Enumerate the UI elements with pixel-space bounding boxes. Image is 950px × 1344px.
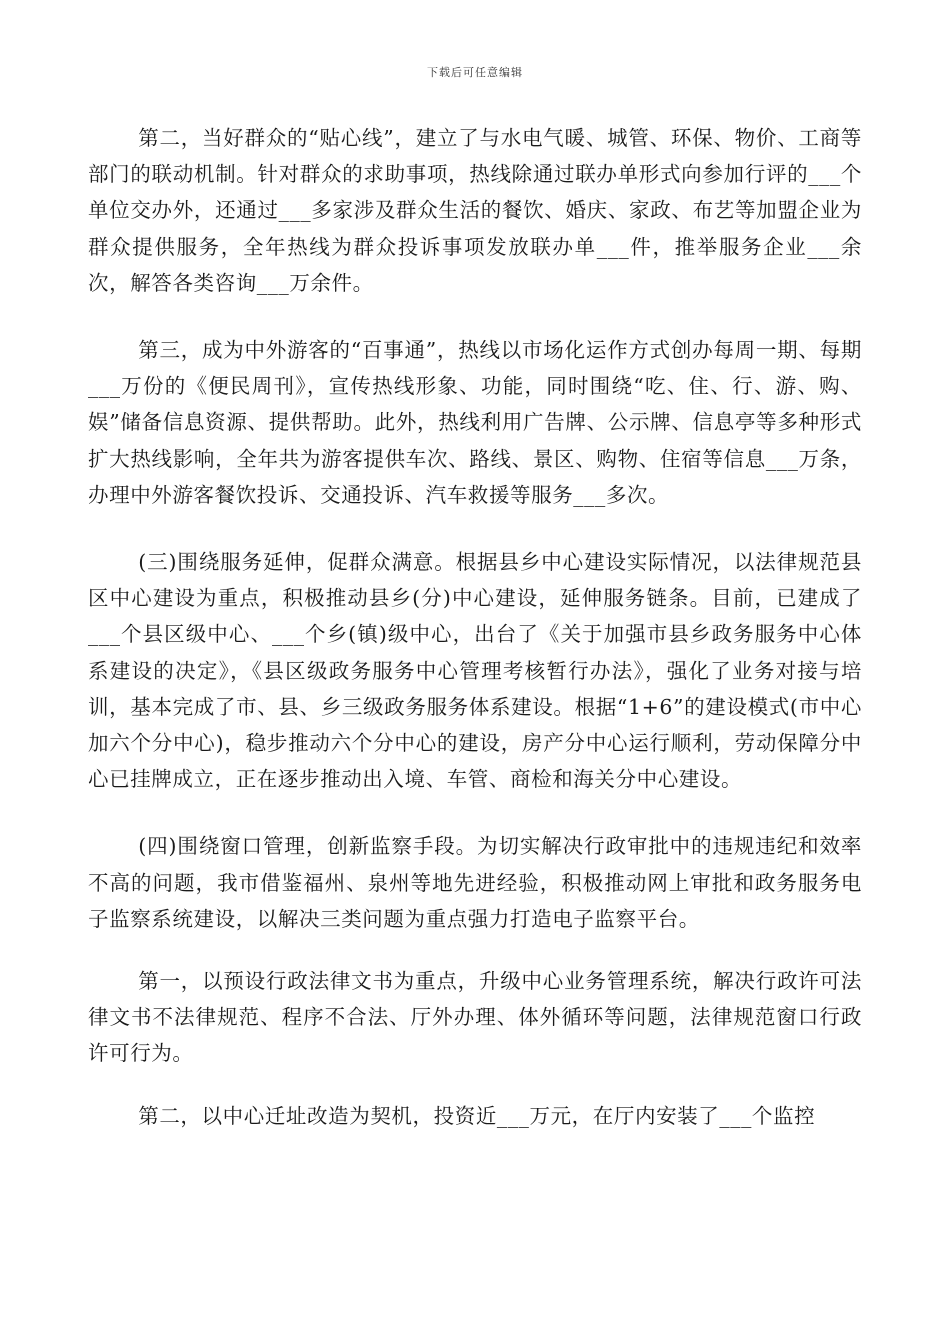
paragraph-legal-documents: 第一，以预设行政法律文书为重点，升级中心业务管理系统，解决行政许可法律文书不法律规范、程序不合法、厅外办理、体外循环等问题，法律规范窗口行政许可行为。 — [88, 969, 862, 1066]
paragraph-tourist-info: 第三，成为中外游客的“百事通”，热线以市场化运作方式创办每周一期、每期___万份的《便民周刊》，宣传热线形象、功能，同时围绕“吃、住、行、游、购、娱”储备信息资源、提供帮助。此外，热线利用广告牌、公示牌、信息亭等多种形式扩大热线影响，全年共为游客提供车次、路线、景区、购物、住宿等信息___万条，办理中外游客餐饮投诉、交通投诉、汽车救援等服务___多次。 — [88, 338, 862, 507]
document-body — [88, 120, 862, 1134]
paragraph-service-extension: (三)围绕服务延伸，促群众满意。根据县乡中心建设实际情况，以法律规范县区中心建设为重点，积极推动县乡(分)中心建设，延伸服务链条。目前，已建成了___个县区级中心、___个乡(镇)级中心，出台了《关于加强市县乡政务服务中心体系建设的决定》，《县区级政务服务中心管理考核暂行办法》，强化了业务对接与培训，基本完成了市、县、乡三级政务服务体系建设。根据“1+6”的建设模式(市中心加六个分中心)，稳步推动六个分中心的建设，房产分中心运行顺利，劳动保障分中心已挂牌成立，正在逐步推动出入境、车管、商检和海关分中心建设。 — [88, 550, 862, 792]
paragraph-window-management: (四)围绕窗口管理，创新监察手段。为切实解决行政审批中的违规违纪和效率不高的问题，我市借鉴福州、泉州等地先进经验，积极推动网上审批和政务服务电子监察系统建设，以解决三类问题为重点强力打造电子监察平台。 — [88, 834, 862, 931]
paragraph-monitoring: 第二，以中心迁址改造为契机，投资近___万元，在厅内安装了___个监控 — [138, 1103, 816, 1128]
page-header-note: 下载后可任意编辑 — [427, 66, 523, 79]
paragraph-hotline-contact: 第二，当好群众的“贴心线”，建立了与水电气暖、城管、环保、物价、工商等部门的联动机制。针对群众的求助事项，热线除通过联办单形式向参加行评的___个单位交办外，还通过___多家涉及群众生活的餐饮、婚庆、家政、布艺等加盟企业为群众提供服务，全年热线为群众投诉事项发放联办单___件，推举服务企业___余次，解答各类咨询___万余件。 — [88, 126, 862, 295]
